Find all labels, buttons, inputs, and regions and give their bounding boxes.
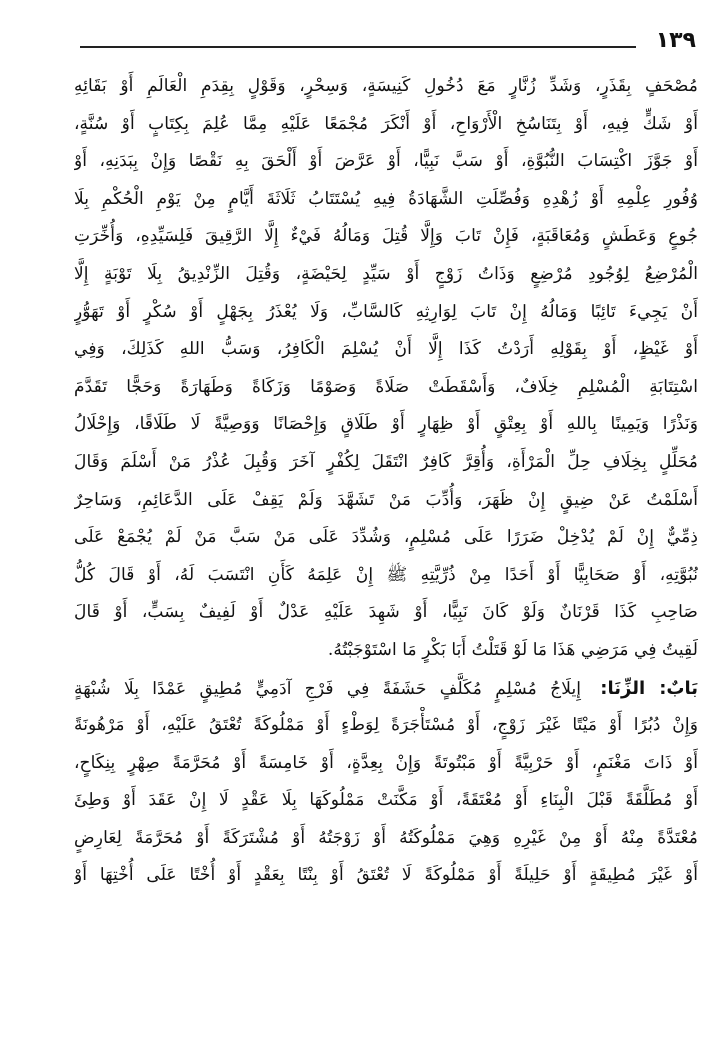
text-line: مُصْحَفٍ بِقَذَرٍ، وَشَدِّ زُنَّارٍ مَعَ دُخُولِ كَنِيسَةٍ، وَسِحْرٍ، وَقَوْلٍ بِقِدَمِ الْعَالَمِ أَوْ بَقَائِهِ — [74, 76, 698, 96]
text-line: أَوْ ذَاتَ مَغْنَمٍ، أَوْ حَرْبِيَّةً أَوْ مَبْتُوتَةً وَإِنْ بِعِدَّةٍ، أَوْ خَامِسَةً أَوْ مُحَرَّمَةً صِهْرٍ بِنِكَاحٍ، — [74, 752, 698, 773]
section-first-line-text: إِيلَاجُ مُسْلِمٍ مُكَلَّفٍ حَشَفَةً فِي فَرْجِ آدَمِيٍّ مُطِيقٍ عَمْدًا بِلَا شُبْهَةٍ — [74, 678, 582, 699]
text-line: أَوْ مُطَلَّقَةً قَبْلَ الْبِنَاءِ أَوْ مُعْتَقَةً، أَوْ مَكَّنَتْ مَمْلُوكَهَا بِلَا عَقْدٍ لَا إِنْ عَقَدَ أَوْ وَطِئَ — [74, 790, 698, 811]
text-line: ذِمِّيٌّ إِنْ لَمْ يُدْخِلْ ضَرَرًا عَلَى مُسْلِمٍ، وَشُدِّدَ عَلَى مَنْ سَبَّ مَنْ لَمْ يُجْمَعْ عَلَى — [74, 527, 698, 548]
paragraph-last-line: لَقِيتُ فِي مَرَضِي هَذَا مَا لَوْ قَتَلْتُ أَبَا بَكْرٍ مَا اسْتَوْجَبْتُهُ. — [327, 639, 698, 660]
text-line: صَاحِبِ كَذَا قَرْنَانٌ وَلَوْ كَانَ نَبِيًّا، أَوْ شَهِدَ عَلَيْهِ عَدْلٌ أَوْ لَفِيفٌ بِسَبٍّ، أَوْ قَالَ — [74, 602, 698, 623]
text-line: أَوْ شَكٍّ فِيهِ، أَوْ بِتَنَاسُخِ الْأَرْوَاحِ، أَوْ أَنْكَرَ مُجْمَعًا عَلَيْهِ مِمَّا عُلِمَ بِكِتَابٍ أَوْ سُنَّةٍ، — [74, 113, 698, 134]
text-line: أَنْ يَجِيءَ تَائِبًا وَمَالُهُ إِنْ تَابَ لِوَارِثِهِ كَالسَّابِّ، وَلَا يُعْذَرُ بِجَهْلٍ أَوْ سُكْرٍ أَوْ تَهَوُّرٍ — [74, 301, 698, 322]
text-line: الْمُرْضِعُ لِوُجُودِ مُرْضِعٍ وَذَاتُ زَوْجٍ أَوْ سَيِّدٍ لِحَيْضَةٍ، وَقُتِلَ الزِّنْدِيقُ بِلَا تَوْبَةٍ إِلَّا — [74, 263, 698, 284]
text-line: وَنَذْرًا وَيَمِينًا بِاللهِ أَوْ بِعِتْقٍ أَوْ ظِهَارٍ أَوْ طَلَاقٍ وَإِحْصَانًا وَوَصِيَّةً لَا طَلَاقًا، وَإِحْلَالُ — [74, 414, 698, 435]
text-line: وَإِنْ دُبُرًا أَوْ مَيْتًا غَيْرَ زَوْجٍ، أَوْ مُسْتَأْجَرَةً لِوَطْءٍ أَوْ مَمْلُوكَةً تُعْتَقُ عَلَيْهِ، أَوْ مَرْهُونَةً — [74, 715, 698, 736]
header-rule — [80, 46, 636, 48]
text-line: أَوْ جَوَّزَ اكْتِسَابَ النُّبُوَّةِ، أَوْ سَبَّ نَبِيًّا، أَوْ عَرَّضَ أَوْ أَلْحَقَ بِهِ نَقْصًا وَإِنْ بِبَدَنِهِ، أَوْ — [74, 151, 698, 172]
text-line: وُفُورِ عِلْمِهِ أَوْ زُهْدِهِ وَفُصِّلَتِ الشَّهَادَةُ فِيهِ يُسْتَتَابُ ثَلَاثَةَ أَيَّامٍ مِنْ يَوْمِ الْحُكْمِ بِلَا — [74, 188, 698, 209]
section-first-line — [74, 670, 698, 708]
body-text — [74, 68, 698, 895]
text-line: اسْتِتَابَةِ الْمُسْلِمِ خِلَافٌ، وَأَسْقَطَتْ صَلَاةً وَصَوْمًا وَزَكَاةً وَطَهَارَةً وَحَجًّا تَقَدَّمَ — [74, 376, 698, 397]
page-header — [80, 26, 696, 56]
text-line: أَوْ غَيْظٍ، أَوْ بِقَوْلِهِ أَرَدْتُ كَذَا إِلَّا أَنْ يُسْلِمَ الْكَافِرُ، وَسَبُّ اللهِ كَذَلِكَ، وَفِي — [74, 339, 698, 360]
section-title: بَابٌ: الزِّنَا: — [600, 677, 698, 699]
text-line: جُوعٍ وَعَطَشٍ وَمُعَاقَبَةٍ، فَإِنْ تَابَ وَإِلَّا قُتِلَ وَمَالُهُ فَيْءٌ إِلَّا الرَّقِيقَ فَلِسَيِّدِهِ، وَأُخِّرَتِ — [74, 226, 698, 247]
text-line: نُبُوَّتِهِ، أَوْ صَحَابِيًّا أَوْ أَحَدًا مِنْ ذُرِّيَّتِهِ ﷺ إِنْ عَلِمَهُ كَأَنِ انْتَسَبَ لَهُ، أَوْ قَالَ كُلُّ — [74, 564, 698, 585]
text-line: مُعْتَدَّةً مِنْهُ أَوْ مِنْ غَيْرِهِ وَهِيَ مَمْلُوكَتُهُ أَوْ زَوْجَتُهُ أَوْ مُشْتَرَكَةً أَوْ مُحَرَّمَةً لِعَارِضٍ — [74, 827, 698, 848]
text-line: مُحَلِّلٍ بِخِلَافِ حِلِّ الْمَرْأَةِ، وَأُقِرَّ كَافِرٌ انْتَقَلَ لِكُفْرٍ آخَرَ وَقُبِلَ عُذْرُ مَنْ أَسْلَمَ وَقَالَ — [74, 451, 698, 472]
text-line: أَوْ غَيْرَ مُطِيقَةٍ أَوْ حَلِيلَةً أَوْ مَمْلُوكَةً لَا تُعْتَقُ أَوْ بِنْتًا بِعَقْدٍ أَوْ أُخْتًا عَلَى أُخْتِهَا أَوْ — [74, 865, 698, 886]
page-number: ١٣٩ — [655, 28, 696, 53]
text-line: أَسْلَمْتُ عَنْ ضِيقٍ إِنْ ظَهَرَ، وَأُدِّبَ مَنْ تَشَهَّدَ وَلَمْ يَقِفْ عَلَى الدَّعَائِمِ، وَسَاحِرٌ — [74, 489, 698, 510]
